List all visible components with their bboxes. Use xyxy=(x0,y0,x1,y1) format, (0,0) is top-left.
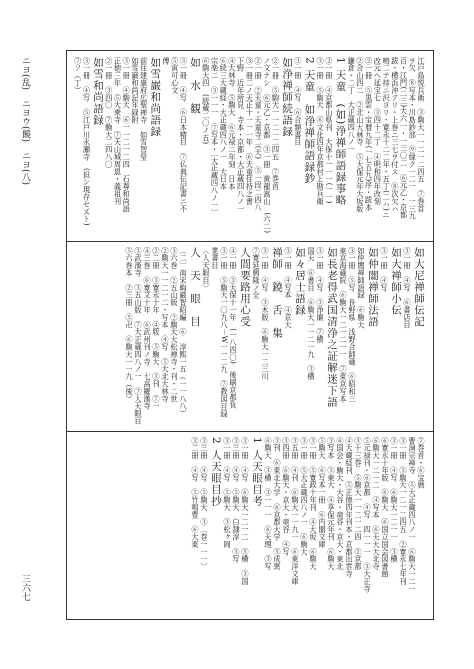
entry-text: ⑥駒大四 (続蔵二〇ノ五) xyxy=(201,57,211,145)
entry-heading: 如浄禅師続語録 xyxy=(281,57,294,138)
lower-tier xyxy=(67,431,433,621)
entry-heading: 如雪和尚語録 xyxy=(92,57,105,126)
entry-heading: 2 人天眼目抄 xyxy=(210,437,222,507)
entry-text: ③三冊 ④写 ⑤駒大 ③〔巻一一一〕 xyxy=(200,437,209,571)
entry-text: ③一冊 ⑤駒大 ⑥文化四年京都村上勘兵衛 xyxy=(316,57,326,205)
entry-text: ⑦巻首・⑥宝暦 xyxy=(417,437,426,489)
entry-text: ③一冊 ⑤大正蔵四八ノ一 ⑥駒大 xyxy=(300,437,309,556)
entry-heading: 2 天童 如浄禅師語録鈔 xyxy=(303,57,316,185)
entry-text: 〔二〕南宋晦巌智昭編 ⑥ 淳熙一五（一一八八） xyxy=(179,247,188,418)
entry-text: ②二冊 ③寛永十年 ④版 ⑤駒大 ③刊 ⑦一 xyxy=(152,247,161,410)
entry-text: 〈人天眼目〉 xyxy=(202,247,211,292)
entry-text: ②駒大一一二一二・写本 ④写 ⑤大北大林寺 xyxy=(161,247,170,403)
entry-text: 前住建康府広聖禅寺 如雪智瑩 xyxy=(139,57,149,161)
entry-text: ③写本 ⑤東大 ④享保元年刊 ⑥駒大 xyxy=(327,437,336,571)
entry-text: ④一冊 ③大保十一年 (一八四〇) 後刷京都負 xyxy=(229,247,238,409)
entry-text: 如仲闇禅師語録 ⑥駒大 xyxy=(357,247,366,329)
entry-text: 傅 xyxy=(161,57,171,65)
entry-heading: 1 天童 (如)浄禅師語録事略 xyxy=(334,57,347,206)
entry-text: ③一冊 ④写 ③浄廉 ⑦横 xyxy=(316,247,325,344)
entry-text: ②一冊 ②天童・天童寺二(天) ⑤一段二四八 xyxy=(254,57,264,212)
entry-text: ⑤駒大 ⑥写本一冊 ⑥内閣文庫 xyxy=(318,437,327,548)
entry-text: ⑤寅可心文 xyxy=(170,57,180,94)
entry-text: ③一冊 ④写 ⑥合類書目 xyxy=(293,57,303,146)
entry-text: ⑥駒大一二一二 ④写本 ⑥天大大北寺 xyxy=(372,437,381,571)
entry-text: 正徳三年 ⑤大乗寺 ⑦天山城周恩・義祖刊 xyxy=(113,57,123,205)
text-frame xyxy=(66,50,434,620)
entry-text: ③一冊 ⑤駒大一二一二四五 ②寛永七年刊 xyxy=(399,437,408,585)
entry-text: ③一冊 ⑤駒大一〇九八－W一一二九 ⑦教図目録 xyxy=(220,247,229,418)
entry-text: 東京海蔵院 ⑥駒大一二一二一一 ⑦東京写本 xyxy=(339,247,348,403)
entry-text: ⑥駒大 ③横 ③一一一 ⑥天理 ③写 xyxy=(264,437,273,571)
entry-text: 下野 近年所見 寺本・京都・大正蔵四八ノ一 xyxy=(236,57,246,213)
entry-text: ③一冊 ⑤寛政十年刊 ④大坂 ⑥駒大 xyxy=(309,437,318,571)
entry-heading: 如仲闇禅師法語 xyxy=(367,247,379,328)
entry-text: 鎌倉・二丁 大正蔵四八ノ一 xyxy=(347,57,357,154)
entry-text: ④大林寺 ⑤駒大 ⑥元禄二年刻 日本 xyxy=(227,57,237,191)
entry-text: ⑤元禄刊・⑥京都 ④写 四一一一 ③大正寺 xyxy=(363,437,372,593)
entry-text: ③武漢寺 ③五山版 ⑦大正蔵四八ノ一 ⑦人天眼目 xyxy=(134,247,143,425)
middle-tier xyxy=(67,241,433,431)
entry-text: ③一冊 ④写本 ④京大 xyxy=(284,247,293,329)
entry-heading: 如々居士語録 xyxy=(294,247,306,316)
entry-text: ④大蔵経刊 ⑤正徳四年刊本・京都出雲寺 xyxy=(345,437,354,578)
entry-text: 改元ヘ延宝七 ③四十二丁 ④明和四年改刻 xyxy=(373,57,383,205)
entry-heading: 人 天 眼 目 xyxy=(189,247,201,328)
entry-text: 業書目 xyxy=(211,247,220,270)
entry-text: ②一冊 ⑤駒大一一二一二四五 ⑦巻首 xyxy=(271,57,281,191)
entry-text: ③刊 ⑥東北大学 ⑥京都大学 ③成異 xyxy=(273,437,282,571)
entry-text: ④三巻 ⑥寛文十年 ⑥武州刊ノ寺 七高羅漢寺 xyxy=(143,247,152,410)
entry-text: ③四冊 ⑥駒大・京大・竜谷 ④写 xyxy=(282,437,291,556)
entry-text: ②合山四二 ②北山大林寺 ⑤大保元年大坂版 xyxy=(355,57,365,213)
entry-text: 跋・横浜沖アリ・上巻ニ三七ヲ付ス ⑧次欠ハ xyxy=(390,57,400,213)
entry-text: ⑥続三大蔵経・大正蔵四八ノ一 大日本 xyxy=(219,57,229,191)
running-head: ニヨ(乱) ニヨウ(饒) ニヨ(八) xyxy=(20,56,30,186)
entry-heading: 如 水 観 xyxy=(188,57,201,115)
entry-text: ③一冊 ④写 ⑤江戸川永瀬寺 (但シ現存セズト) xyxy=(82,57,92,226)
entry-text: ③二冊 ④写 ⑤竹鳴豊 ⑥大東 xyxy=(191,437,200,548)
entry-text: ③一冊 ④写 ⑤駒大 ③松ヶ岡 xyxy=(223,437,232,548)
entry-text: ③五冊 ④刊 ⑥駒大一一九一 ⑥東洋文庫 xyxy=(291,437,300,585)
entry-text: ②一冊 ⑤黒雲・宝暦九年(一七五九)序・跋本 xyxy=(364,57,374,212)
entry-heading: 禅師 鐃 舌 集 xyxy=(271,247,283,339)
entry-heading: 如大禅師小伝 xyxy=(390,247,402,316)
entry-text: ⑥寛永十年版 ⑥駒大 ⑥国立国会図書館 xyxy=(381,437,390,578)
entry-text: ヲ欠 ⑧写本・川島鈔部 ⑨縁ク一二一 一三九 xyxy=(408,57,418,220)
entry-text: ②一冊 ③四〇 ⑦駒大二四八〇 xyxy=(104,57,114,168)
entry-text: ③一冊 ④写 ③木版 ⑥駒大一二三川 xyxy=(261,247,270,381)
entry-text: ⑦寛延興隆ノ全 xyxy=(252,247,261,299)
entry-heading: 如長老得武国清浄之証解迷下語 xyxy=(326,247,338,408)
entry-text: 曹洞宗禅寺 ⑤大正蔵四八ノ一 ⑥駒大一二一 xyxy=(408,437,417,593)
entry-text: ③一冊 ④写 ⑥日本精目 ⑦仏典伝記書ニ不 xyxy=(179,57,189,213)
entry-text: 百・江門(二三)大六一・一三〇二 ⑥元乙・京都 xyxy=(399,57,409,219)
entry-heading: 1 人天眼目考 xyxy=(251,437,263,507)
entry-text: ③十三巻 ⑤駒大一一二一二四 ②京都 xyxy=(354,437,363,571)
entry-heading: 如大尼禅師伝記 xyxy=(413,247,425,328)
entry-text: ⑤六巻本 ②三冊 ⑤卍 ⑥駒大一一九（後） xyxy=(125,247,134,403)
entry-text: ③一冊 ⑤写 長野県 浅野合師蔵 ⑥昭和三 xyxy=(348,247,357,403)
entry-text: ⑥国会・駒大・大谷・竜谷・京大・東北 xyxy=(336,437,345,571)
entry-text: 江戸島悦兵衛 ③駒大一一二一二四五 ⑦巻首 xyxy=(416,57,426,213)
entry-text: 宗楽二 ③一一一 ⑦写本・〔大正蔵四八ノ一〕 xyxy=(210,57,220,217)
entry-text: 如雪巌和尚記年録附 xyxy=(130,57,140,124)
entry-text: ③一冊二ノ天正十一一一年 ⑥天童住持之書 xyxy=(245,57,255,205)
entry-text: ノ文ナシ ⑥元乙・京都 ③一冊 黄龍嵩山 (六二) xyxy=(262,57,272,234)
upper-tier xyxy=(67,51,433,241)
entry-text: ③一冊 ④写 ⑥書店目 xyxy=(403,247,412,329)
entry-text: ③六巻 ②五山版 ②駒大大松禅寺・刊・二世 xyxy=(170,247,179,403)
entry-text: ③一冊 ④駒大 ⑥一一二一二四 石尊和尚語 xyxy=(122,57,132,213)
entry-text: ③一冊 ④写 ⑥駒大一二一二 ③横 ③国 xyxy=(241,437,250,585)
entry-text: ③一冊 ④写 ⑥駒大一二一一 ③横 xyxy=(390,437,399,563)
entry-text: 鳴二テ持ニ沢ヨリ・寛永十二二年・五丁(二ハ)ニ xyxy=(382,57,392,219)
entry-text: 国天 ⑥書目 ⑥駒大一一二一九 ③横 xyxy=(307,247,316,381)
entry-heading: 如雪巌和尚語録 xyxy=(149,57,162,138)
entry-text: ⑦ソ（丁） xyxy=(73,57,83,94)
entry-text: ③三冊 ④写 ⑤駒大 白隷淳 ③写 xyxy=(232,437,241,563)
entry-text: ③一冊 ④写 xyxy=(380,247,389,292)
entry-text: ②一冊 ④京都山県刊 大保十一一一(一一) xyxy=(324,57,334,204)
entry-heading: 人間要路用心受 xyxy=(239,247,251,328)
page-number: 三六七 xyxy=(20,574,30,601)
